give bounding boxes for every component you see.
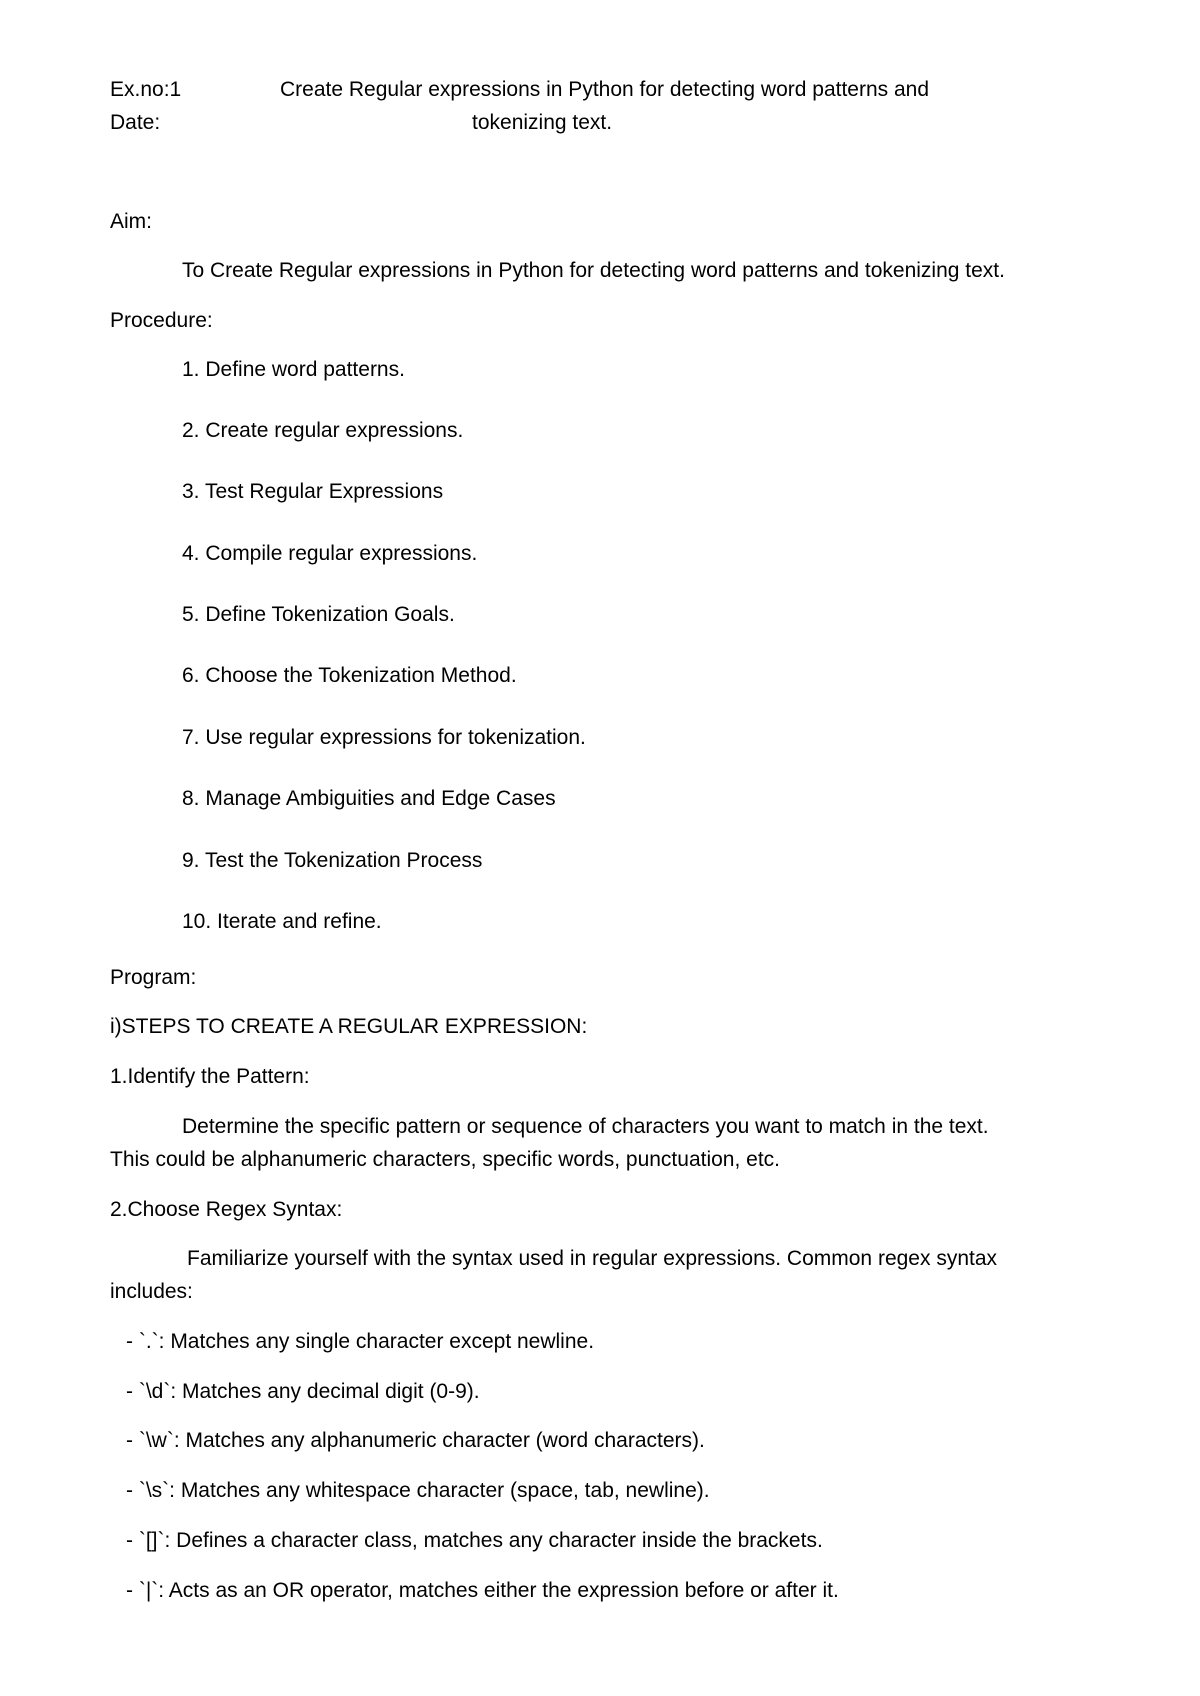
procedure-step: 6. Choose the Tokenization Method. bbox=[182, 664, 517, 687]
section-title: i)STEPS TO CREATE A REGULAR EXPRESSION: bbox=[110, 1015, 588, 1038]
title-line-2: tokenizing text. bbox=[472, 111, 613, 134]
syntax-item: - `\w`: Matches any alphanumeric character (word characters). bbox=[126, 1429, 705, 1452]
program-label: Program: bbox=[110, 966, 197, 989]
step2-text-line-2: includes: bbox=[110, 1280, 193, 1303]
procedure-step: 2. Create regular expressions. bbox=[182, 419, 464, 442]
procedure-step: 8. Manage Ambiguities and Edge Cases bbox=[182, 787, 556, 810]
aim-label: Aim: bbox=[110, 210, 152, 233]
syntax-item: - `\d`: Matches any decimal digit (0-9). bbox=[126, 1380, 480, 1403]
syntax-item: - `\s`: Matches any whitespace character (space, tab, newline). bbox=[126, 1479, 710, 1502]
step2-text-line-1: Familiarize yourself with the syntax used in regular expressions. Common regex syntax bbox=[187, 1247, 998, 1270]
step2-title: 2.Choose Regex Syntax: bbox=[110, 1198, 343, 1221]
step1-text-line-2: This could be alphanumeric characters, specific words, punctuation, etc. bbox=[110, 1148, 781, 1171]
syntax-item: - `.`: Matches any single character except newline. bbox=[126, 1330, 595, 1353]
procedure-step: 7. Use regular expressions for tokenization. bbox=[182, 726, 586, 749]
procedure-step: 9. Test the Tokenization Process bbox=[182, 849, 483, 872]
date-label: Date: bbox=[110, 111, 161, 134]
aim-text: To Create Regular expressions in Python for detecting word patterns and tokenizing text. bbox=[182, 259, 1005, 282]
procedure-step: 3. Test Regular Expressions bbox=[182, 480, 444, 503]
procedure-step: 10. Iterate and refine. bbox=[182, 910, 382, 933]
procedure-step: 1. Define word patterns. bbox=[182, 358, 405, 381]
procedure-step: 5. Define Tokenization Goals. bbox=[182, 603, 455, 626]
exercise-number: Ex.no:1 bbox=[110, 78, 182, 101]
title-line-1: Create Regular expressions in Python for detecting word patterns and bbox=[280, 78, 930, 101]
step1-title: 1.Identify the Pattern: bbox=[110, 1065, 310, 1088]
syntax-item: - `[]`: Defines a character class, matches any character inside the brackets. bbox=[126, 1529, 823, 1552]
procedure-step: 4. Compile regular expressions. bbox=[182, 542, 478, 565]
syntax-item: - `|`: Acts as an OR operator, matches either the expression before or after it. bbox=[126, 1579, 839, 1602]
procedure-label: Procedure: bbox=[110, 309, 213, 332]
step1-text-line-1: Determine the specific pattern or sequence of characters you want to match in the text. bbox=[182, 1115, 989, 1138]
